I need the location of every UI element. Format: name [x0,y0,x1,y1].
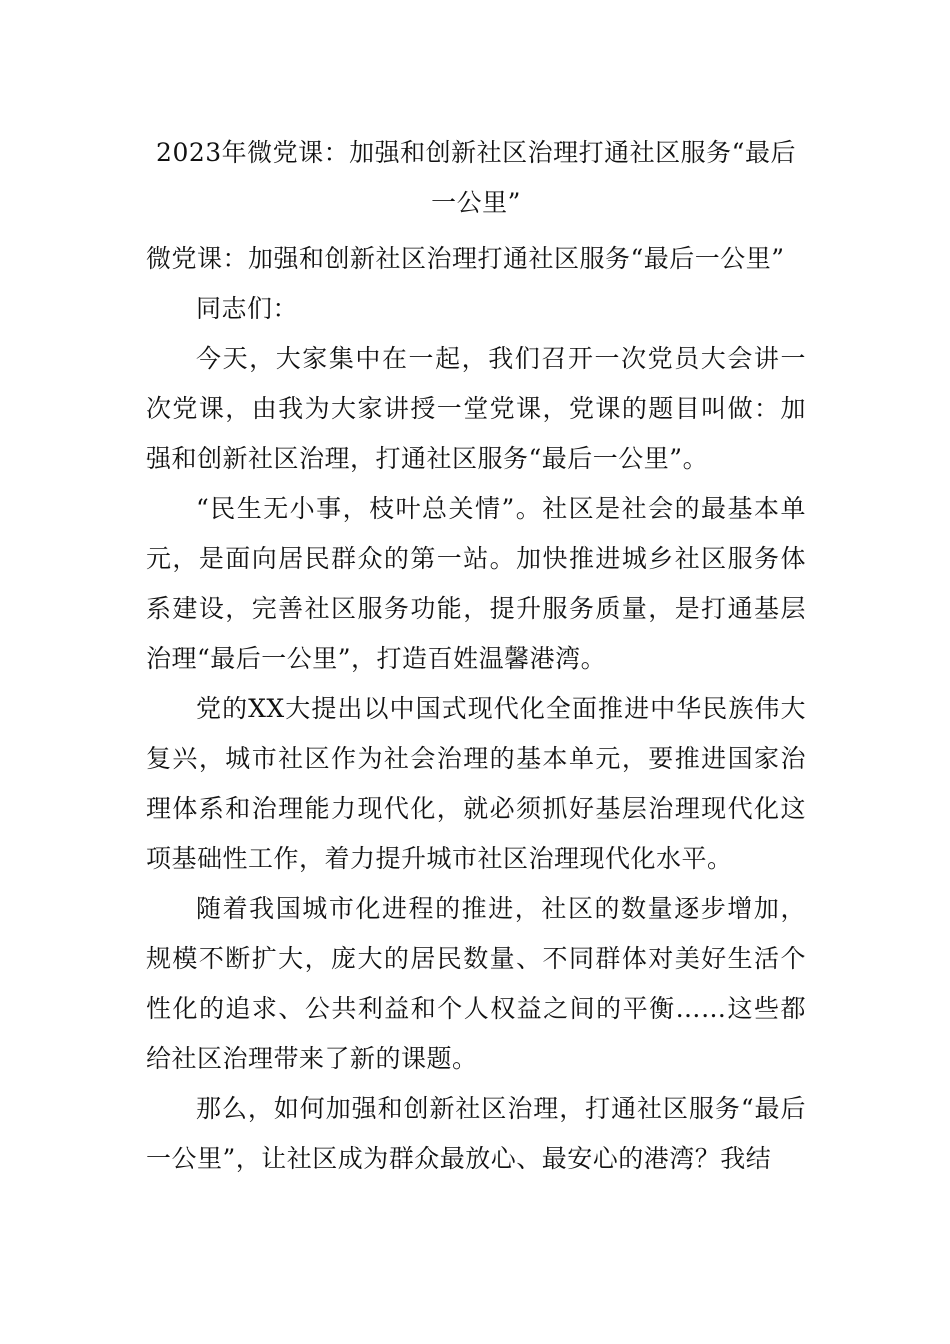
subtitle-paragraph: 微党课：加强和创新社区治理打通社区服务“最后一公里” [146,244,785,273]
body-paragraph: 今天，大家集中在一起，我们召开一次党员大会讲一次党课，由我为大家讲授一堂党课，党课的题目叫做：加强和创新社区治理，打通社区服务“最后一公里”。 [146,344,806,473]
body-paragraph: 党的XX大提出以中国式现代化全面推进中华民族伟大复兴，城市社区作为社会治理的基本单元，要推进国家治理体系和治理能力现代化，就必须抓好基层治理现代化这项基础性工作，着力提升城市社区治理现代化水平。 [146,694,806,873]
body-paragraph: 随着我国城市化进程的推进，社区的数量逐步增加，规模不断扩大，庞大的居民数量、不同群体对美好生活个性化的追求、公共利益和个人权益之间的平衡……这些都给社区治理带来了新的课题。 [146,894,806,1073]
document-title: 2023年微党课：加强和创新社区治理打通社区服务“最后一公里” [156,138,796,217]
body-paragraph: 那么，如何加强和创新社区治理，打通社区服务“最后一公里”，让社区成为群众最放心、最安心的港湾？我结 [146,1094,806,1173]
document-body [146,234,806,1184]
body-paragraph: “民生无小事，枝叶总关情”。社区是社会的最基本单元，是面向居民群众的第一站。加快推进城乡社区服务体系建设，完善社区服务功能，提升服务质量，是打通基层治理“最后一公里”，打造百姓温馨港湾。 [146,494,806,673]
salutation-paragraph: 同志们： [196,294,299,323]
